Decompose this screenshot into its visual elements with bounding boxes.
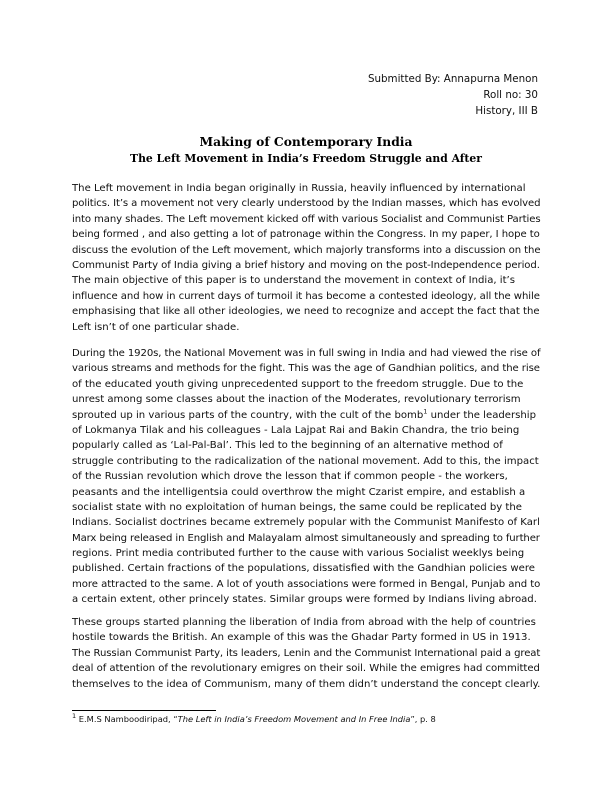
text-line: During the 1920s, the National Movement was in full swing in India and had viewed the rise of — [72, 348, 541, 359]
text-line: being formed , and also getting a lot of patronage within the Congress. In my paper, I hope to — [72, 229, 540, 241]
text-line: peasants and the intelligentsia could overthrow the might Czarist empire, and establish a — [72, 486, 526, 498]
text-line: These groups started planning the liberation of India from abroad with the help of countries — [72, 617, 536, 628]
paragraph-intro — [72, 181, 540, 335]
text-line: Communist Party of India giving a brief history and moving on the post-Independence period. — [72, 259, 540, 271]
text-line: Left isn’t of one particular shade. — [72, 321, 240, 333]
footnote-book-title: The Left in India’s Freedom Movement and In Free India — [177, 714, 411, 724]
text-line: of the educated youth giving unprecedented support to the freedom struggle. Due to the — [72, 378, 524, 390]
footnote — [72, 714, 436, 724]
text-line: of the Russian revolution which drove the lesson that if common people - the workers, — [72, 471, 508, 483]
footnote-reference[interactable]: 1 — [423, 407, 428, 416]
text-line: of Lokmanya Tilak and his colleagues - Lala Lajpat Rai and Bakin Chandra, the trio being — [72, 424, 520, 436]
text-segment: sprouted up in various parts of the country, with the cult of the bomb — [72, 409, 424, 421]
course: History, III B — [475, 105, 538, 117]
text-line: influence and how in current days of turmoil it has become a contested ideology, all the while — [72, 290, 540, 302]
text-line: themselves to the idea of Communism, many of them didn’t understand the concept clearly. — [72, 678, 541, 690]
footnote-marker: 1 — [72, 712, 77, 721]
roll-number: Roll no: 30 — [483, 89, 538, 101]
footnote-author: E.M.S Namboodiripad, “ — [76, 714, 178, 724]
footnote-page: ”, p. 8 — [410, 714, 436, 724]
submission-info — [278, 71, 538, 119]
text-line: deal of attention of the revolutionary emigres on their soil. While the emigres had committed — [72, 663, 540, 675]
text-line: popularly called as ‘Lal-Pal-Bal’. This led to the beginning of an alternative method of — [72, 440, 503, 452]
text-line: more attracted to the same. A lot of youth associations were formed in Bengal, Punjab and to — [72, 578, 541, 590]
text-line: Marx being released in English and Malayalam almost simultaneously and spreading to further — [72, 532, 540, 544]
paragraph-1920s — [72, 346, 540, 608]
text-line: Indians. Socialist doctrines became extremely popular with the Communist Manifesto of Karl — [72, 517, 540, 529]
text-line: regions. Print media contributed further to the cause with various Socialist weeklys being — [72, 548, 525, 560]
text-segment: under the leadership — [427, 409, 537, 421]
document-subtitle: The Left Movement in India’s Freedom Struggle and After — [130, 152, 482, 165]
footnote-separator — [72, 710, 216, 711]
paragraph-groups-abroad — [72, 615, 540, 692]
text-line: The main objective of this paper is to understand the movement in context of India, it’s — [72, 275, 516, 287]
text-line-with-footnote — [72, 408, 540, 423]
text-line: struggle contributing to the radicalization of the national movement. Add to this, the impact — [72, 455, 539, 467]
text-line: a certain extent, other princely states. Similar groups were formed by Indians living abroad. — [72, 594, 537, 606]
text-line: emphasising that like all other ideologies, we need to recognize and accept the fact that the — [72, 306, 540, 318]
text-line: unrest among some classes about the inaction of the Moderates, revolutionary terrorism — [72, 394, 521, 406]
text-line: socialist state with no exploitation of human beings, the same could be replicated by the — [72, 501, 522, 513]
text-line: various streams and methods for the fight. This was the age of Gandhian politics, and the rise — [72, 363, 540, 375]
text-line: The Left movement in India began originally in Russia, heavily influenced by international — [72, 183, 526, 194]
text-line: into many shades. The Left movement kicked off with various Socialist and Communist Parties — [72, 213, 541, 225]
text-line: published. Certain fractions of the populations, dissatisfied with the Gandhian policies were — [72, 563, 535, 575]
submitted-by: Submitted By: Annapurna Menon — [367, 73, 538, 85]
text-line: discuss the evolution of the Left movement, which majorly transforms into a discussion on the — [72, 244, 541, 256]
document-title: Making of Contemporary India — [199, 134, 413, 149]
text-line: The Russian Communist Party, its leaders, Lenin and the Communist International paid a great — [72, 647, 541, 659]
text-line: politics. It’s a movement not very clearly understood by the Indian masses, which has evolved — [72, 198, 541, 210]
text-line: hostile towards the British. An example of this was the Ghadar Party formed in US in 1913. — [72, 632, 531, 644]
